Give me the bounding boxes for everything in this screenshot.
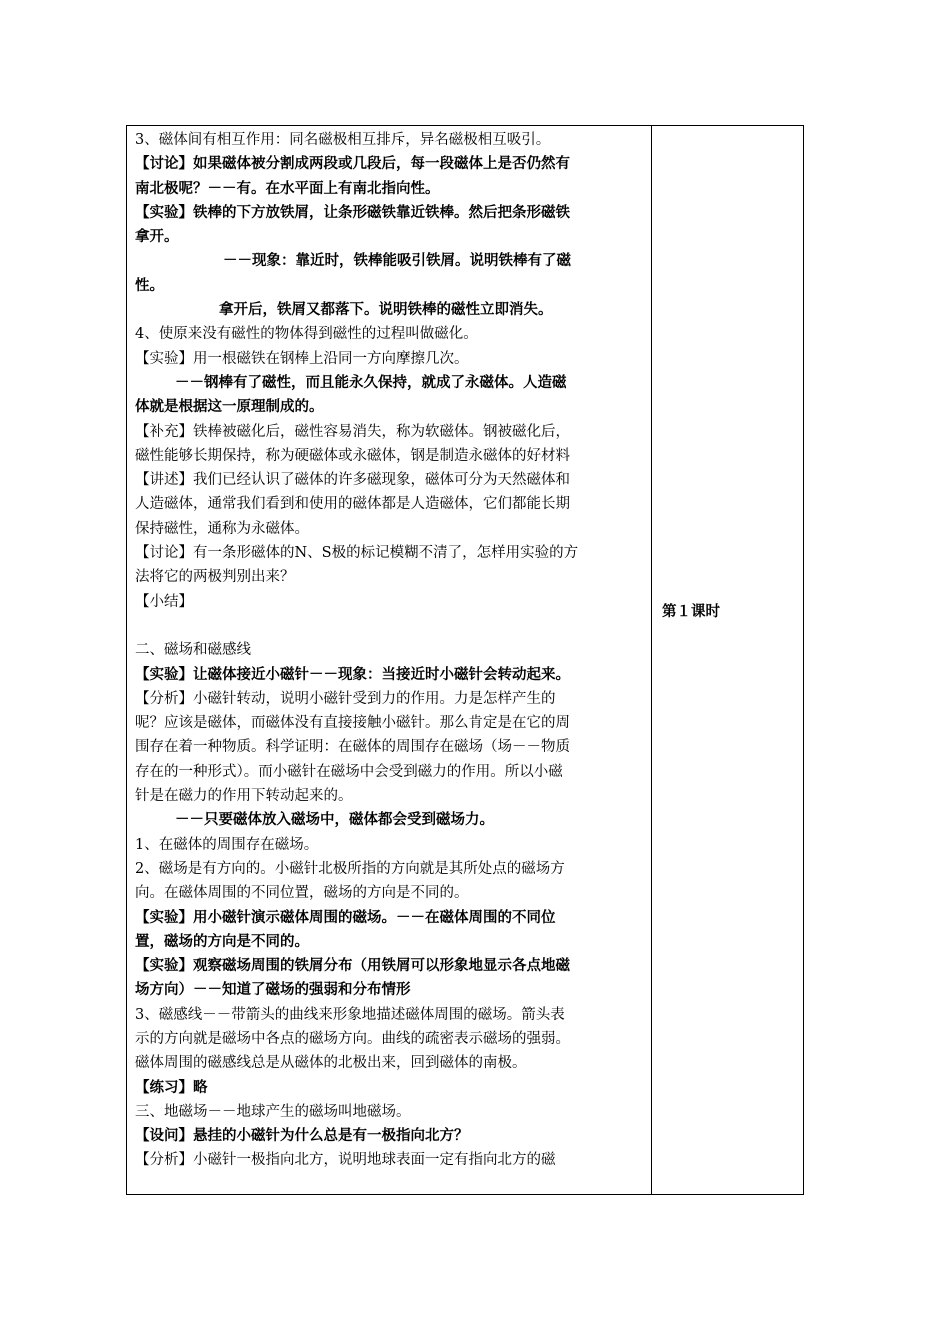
- content-line: 磁性能够长期保持，称为硬磁体或永磁体，钢是制造永磁体的好材料: [135, 447, 570, 464]
- notes-column: [652, 126, 803, 1194]
- content-line: 围存在着一种物质。科学证明：在磁体的周围存在磁场（场－－物质: [135, 739, 570, 756]
- content-line: 体就是根据这一原理制成的。: [135, 398, 324, 416]
- content-line: 拿开。: [135, 228, 179, 246]
- content-line: 【实验】铁棒的下方放铁屑，让条形磁铁靠近铁棒。然后把条形磁铁: [135, 203, 570, 221]
- content-line: 示的方向就是磁场中各点的磁场方向。曲线的疏密表示磁场的强弱。: [135, 1030, 570, 1047]
- content-line: 【讨论】有一条形磁体的N、S极的标记模糊不清了，怎样用实验的方: [135, 545, 579, 562]
- content-line: 【练习】略: [135, 1078, 208, 1096]
- content-line: 向。在磁体周围的不同位置，磁场的方向是不同的。: [135, 885, 469, 902]
- content-line: 【实验】用一根磁铁在钢棒上沿同一方向摩擦几次。: [135, 350, 469, 367]
- content-line: 三、地磁场－－地球产生的磁场叫地磁场。: [135, 1103, 411, 1120]
- content-line: 针是在磁力的作用下转动起来的。: [135, 788, 353, 805]
- content-line: 磁体周围的磁感线总是从磁体的北极出来，回到磁体的南极。: [135, 1055, 527, 1072]
- content-line: 性。: [135, 276, 164, 294]
- content-line: 1、在磁体的周围存在磁场。: [135, 836, 319, 853]
- content-line: 呢？应该是磁体，而磁体没有直接接触小磁针。那么肯定是在它的周: [135, 715, 570, 732]
- content-line: 人造磁体，通常我们看到和使用的磁体都是人造磁体，它们都能长期: [135, 496, 570, 513]
- lesson-plan-table: [126, 125, 804, 1195]
- content-line: 法将它的两极判别出来？: [135, 569, 295, 586]
- content-line: 【设问】悬挂的小磁针为什么总是有一极指向北方？: [135, 1127, 469, 1145]
- content-line: 3、磁体间有相互作用：同名磁极相互排斥，异名磁极相互吸引。: [135, 132, 551, 148]
- content-line: 南北极呢？－－有。在水平面上有南北指向性。: [135, 179, 440, 197]
- content-line: 存在的一种形式）。而小磁针在磁场中会受到磁力的作用。所以小磁: [135, 763, 563, 780]
- content-line: 【实验】观察磁场周围的铁屑分布（用铁屑可以形象地显示各点地磁: [135, 957, 570, 975]
- content-line: －－现象：靠近时，铁棒能吸引铁屑。说明铁棒有了磁: [223, 252, 571, 270]
- content-line: －－只要磁体放入磁场中，磁体都会受到磁场力。: [175, 811, 494, 829]
- content-line: 【分析】小磁针转动，说明小磁针受到力的作用。力是怎样产生的: [135, 690, 556, 707]
- content-line: 【讲述】我们已经认识了磁体的许多磁现象，磁体可分为天然磁体和: [135, 472, 570, 489]
- content-line: 【补充】铁棒被磁化后，磁性容易消失，称为软磁体。钢被磁化后，: [135, 423, 570, 440]
- content-line: 拿开后，铁屑又都落下。说明铁棒的磁性立即消失。: [219, 301, 553, 319]
- content-line: 二、磁场和磁感线: [135, 642, 251, 659]
- lesson-period-label: 第１课时: [662, 603, 720, 620]
- content-line: 3、磁感线－－带箭头的曲线来形象地描述磁体周围的磁场。箭头表: [135, 1006, 565, 1023]
- content-line: 置，磁场的方向是不同的。: [135, 932, 309, 950]
- content-line: 【分析】小磁针一极指向北方，说明地球表面一定有指向北方的磁: [135, 1152, 556, 1169]
- content-line: 【实验】用小磁针演示磁体周围的磁场。－－在磁体周围的不同位: [135, 908, 556, 926]
- content-line: 【小结】: [135, 593, 193, 610]
- content-line: 【实验】让磁体接近小磁针－－现象：当接近时小磁针会转动起来。: [135, 665, 570, 683]
- content-line: [135, 614, 651, 638]
- content-line: 场方向）－－知道了磁场的强弱和分布情形: [135, 981, 411, 999]
- content-line: 【讨论】如果磁体被分割成两段或几段后，每一段磁体上是否仍然有: [135, 155, 570, 173]
- content-line: 4、使原来没有磁性的物体得到磁性的过程叫做磁化。: [135, 326, 478, 343]
- content-line: 2、磁场是有方向的。小磁针北极所指的方向就是其所处点的磁场方: [135, 860, 565, 877]
- content-line: 保持磁性，通称为永磁体。: [135, 520, 309, 537]
- teaching-content-column: [127, 126, 652, 1194]
- content-line: －－钢棒有了磁性，而且能永久保持，就成了永磁体。人造磁: [175, 373, 567, 391]
